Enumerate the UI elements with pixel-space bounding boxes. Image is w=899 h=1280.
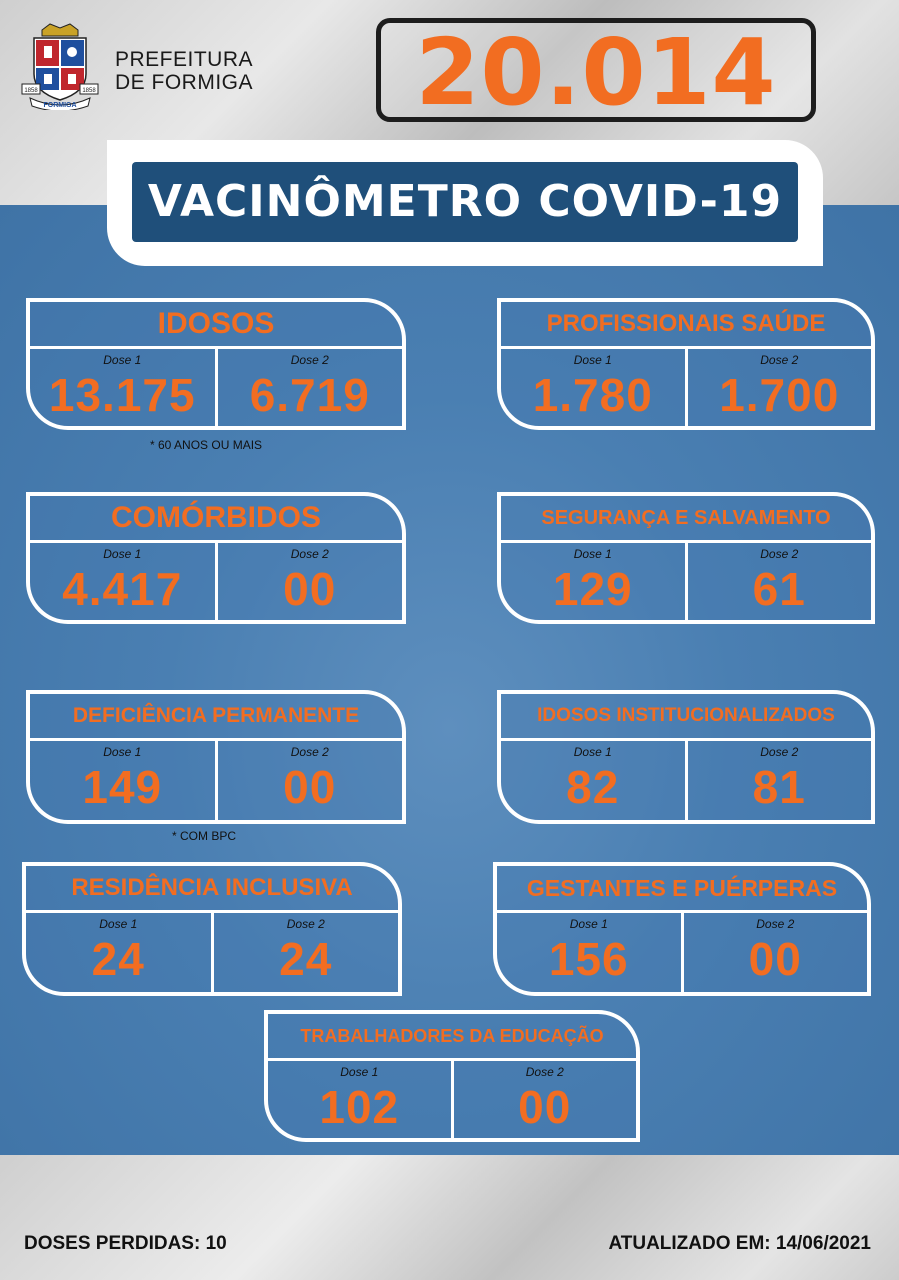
total-doses-box	[376, 18, 816, 126]
city-coat-of-arms-icon	[20, 22, 100, 110]
dose1-cell	[26, 913, 211, 992]
dose1-value: 156	[548, 933, 629, 985]
group-card-trabalhadores-educacao	[264, 1010, 640, 1142]
dose2-cell	[681, 913, 868, 992]
group-card-title: SEGURANÇA E SALVAMENTO	[541, 507, 831, 529]
dose2-value: 61	[752, 563, 806, 615]
group-card-title: TRABALHADORES DA EDUCAÇÃO	[300, 1026, 604, 1046]
group-card-comorbidos	[26, 492, 406, 624]
footer-background	[0, 1155, 899, 1280]
title-banner	[132, 162, 798, 242]
group-card-deficiencia-permanente	[26, 690, 406, 824]
dose1-value: 24	[91, 933, 145, 985]
dose2-value: 24	[279, 933, 333, 985]
dose2-value: 6.719	[249, 369, 370, 421]
dose1-label: Dose 1	[103, 547, 142, 561]
dose2-cell	[215, 349, 403, 426]
total-doses-value: 20.014	[415, 19, 777, 126]
dose2-value: 00	[748, 933, 802, 985]
dose1-cell	[268, 1061, 451, 1138]
group-card-title: RESIDÊNCIA INCLUSIVA	[71, 874, 353, 901]
dose2-label: Dose 2	[286, 917, 325, 931]
dose1-label: Dose 1	[340, 1065, 379, 1079]
dose2-cell	[685, 543, 872, 620]
dose2-value: 00	[518, 1081, 572, 1133]
dose2-cell	[215, 741, 403, 820]
dose1-cell	[30, 349, 215, 426]
org-name-line1: PREFEITURA	[115, 48, 254, 71]
org-name	[115, 48, 253, 94]
updated-date: ATUALIZADO EM: 14/06/2021	[608, 1233, 871, 1254]
dose1-label: Dose 1	[573, 353, 612, 367]
dose1-value: 129	[552, 563, 633, 615]
dose-row	[501, 346, 871, 426]
group-card-residencia-inclusiva	[22, 862, 402, 996]
logo-banner-text: FORMIGA	[43, 102, 77, 109]
dose1-cell	[501, 543, 685, 620]
group-card-title: COMÓRBIDOS	[111, 501, 321, 534]
dose2-label: Dose 2	[525, 1065, 564, 1079]
dose1-value: 102	[319, 1081, 400, 1133]
dose-row	[268, 1058, 636, 1138]
dose2-label: Dose 2	[760, 353, 799, 367]
dose2-value: 81	[752, 761, 806, 813]
dose-row	[30, 540, 402, 620]
group-card-gestantes-puerperas	[493, 862, 871, 996]
dose1-cell	[501, 349, 685, 426]
dose1-value: 13.175	[48, 369, 196, 421]
dose-row	[26, 910, 398, 992]
group-card-title: DEFICIÊNCIA PERMANENTE	[72, 704, 360, 727]
dose2-cell	[211, 913, 399, 992]
group-card-title: GESTANTES E PUÉRPERAS	[526, 875, 838, 901]
dose2-cell	[685, 741, 872, 820]
dose2-label: Dose 2	[760, 745, 799, 759]
dose2-value: 1.700	[719, 369, 840, 421]
dose1-value: 149	[82, 761, 163, 813]
group-card-title: PROFISSIONAIS SAÚDE	[546, 310, 826, 337]
dose-row	[501, 540, 871, 620]
logo-year-right: 1858	[82, 88, 96, 94]
dose-row	[497, 910, 867, 992]
dose2-label: Dose 2	[290, 745, 329, 759]
dose1-label: Dose 1	[103, 353, 142, 367]
dose1-cell	[497, 913, 681, 992]
lost-doses: DOSES PERDIDAS: 10	[24, 1233, 227, 1254]
dose1-cell	[30, 543, 215, 620]
dose1-label: Dose 1	[569, 917, 608, 931]
logo-year-left: 1858	[24, 88, 38, 94]
group-card-title: IDOSOS	[157, 307, 275, 340]
dose-row	[30, 738, 402, 820]
dose1-value: 82	[566, 761, 620, 813]
dose-row	[30, 346, 402, 426]
dose1-value: 1.780	[532, 369, 653, 421]
dose1-label: Dose 1	[99, 917, 138, 931]
dose1-value: 4.417	[62, 563, 183, 615]
dose2-label: Dose 2	[760, 547, 799, 561]
dose1-cell	[30, 741, 215, 820]
dose1-label: Dose 1	[573, 745, 612, 759]
dose2-cell	[451, 1061, 637, 1138]
dose2-label: Dose 2	[290, 547, 329, 561]
group-card-idosos	[26, 298, 406, 430]
dose2-value: 00	[283, 761, 337, 813]
dose2-value: 00	[283, 563, 337, 615]
group-note-idosos: * 60 ANOS OU MAIS	[150, 438, 263, 452]
dose-row	[501, 738, 871, 820]
page-title: VACINÔMETRO COVID-19	[147, 176, 783, 227]
dose1-cell	[501, 741, 685, 820]
group-card-profissionais-saude	[497, 298, 875, 430]
dose2-cell	[215, 543, 403, 620]
dose2-cell	[685, 349, 872, 426]
group-card-idosos-institucionalizados	[497, 690, 875, 824]
group-note-deficiencia: * COM BPC	[172, 829, 237, 843]
group-card-title: IDOSOS INSTITUCIONALIZADOS	[537, 705, 835, 726]
dose2-label: Dose 2	[290, 353, 329, 367]
group-card-seguranca-salvamento	[497, 492, 875, 624]
dose1-label: Dose 1	[103, 745, 142, 759]
dose2-label: Dose 2	[756, 917, 795, 931]
dose1-label: Dose 1	[573, 547, 612, 561]
org-name-line2: DE FORMIGA	[115, 71, 254, 94]
